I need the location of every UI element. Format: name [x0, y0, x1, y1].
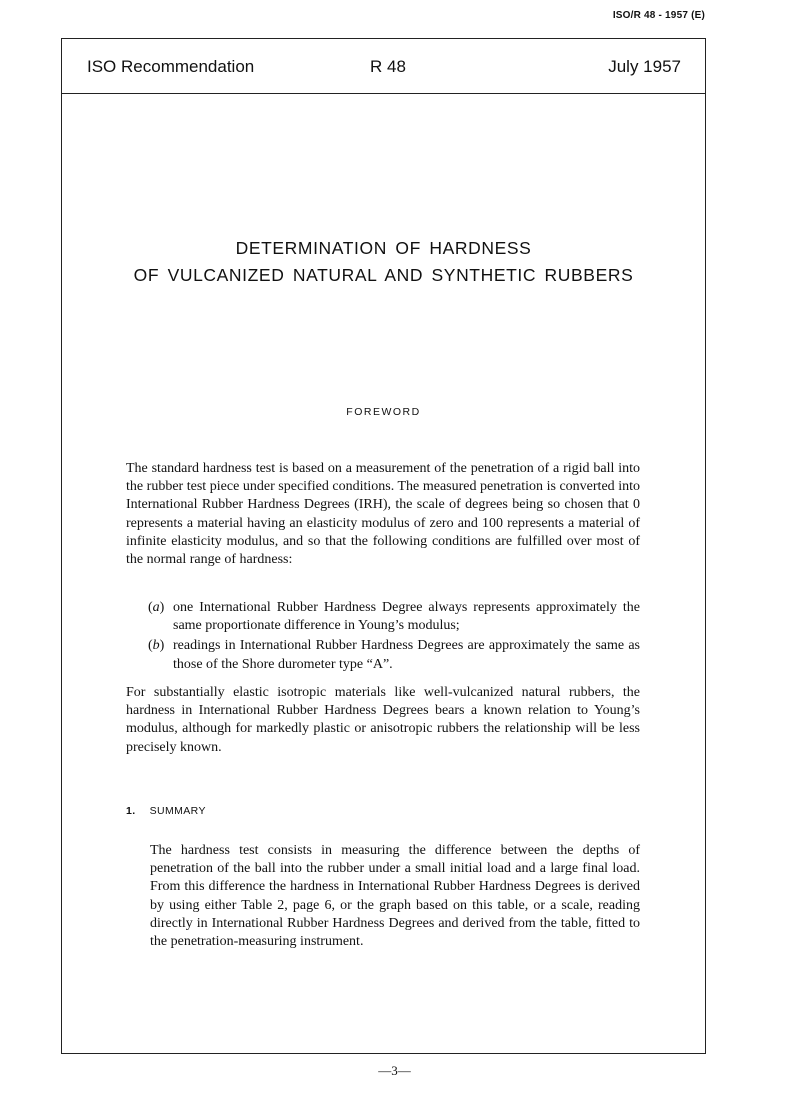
list-marker: (b)	[148, 638, 165, 654]
title-line-1: DETERMINATION OF HARDNESS	[235, 238, 532, 258]
summary-paragraph: The hardness test consists in measuring the difference between the depths of penetration of the ball into the rubber under a small initial load and a large final load. From this difference the hardness in International Rubber Hardness Degrees is derived by using either Table 2, page 6, or the graph based on this table, or a scale, reading directly in International Rubber Hardness Degrees and derived from the table, fitted to the penetration-measuring instrument.	[150, 843, 640, 950]
list-marker: (a)	[148, 600, 165, 615]
document-title	[62, 235, 705, 289]
header-date: July 1957	[608, 57, 681, 76]
section-number: 1.	[126, 805, 136, 817]
document-code: ISO/R 48 - 1957 (E)	[612, 10, 705, 21]
list-item	[148, 599, 640, 635]
list-item-text: one International Rubber Hardness Degree always represents approximately the same proportionate difference in Young’s modulus;	[173, 600, 640, 634]
title-line-2: OF VULCANIZED NATURAL AND SYNTHETIC RUBBERS	[133, 265, 634, 285]
foreword-heading: FOREWORD	[346, 406, 421, 418]
header-row	[62, 39, 705, 94]
section-title: SUMMARY	[149, 805, 206, 817]
header-recommendation-number: R 48	[370, 57, 406, 76]
list-item	[148, 637, 640, 673]
page-number: —3—	[378, 1063, 411, 1078]
foreword-intro-paragraph: The standard hardness test is based on a measurement of the penetration of a rigid ball into the rubber test piece under specified conditions. The measured penetration is converted into International Rubber Hardness Degrees (IRH), the scale of degrees being so chosen that 0 represents a material having an elasticity modulus of zero and 100 represents a material of infinite elasticity modulus, and so that the following conditions are fulfilled over most of the normal range of hardness:	[126, 461, 640, 568]
page-frame	[61, 38, 706, 1054]
summary-heading	[126, 805, 206, 817]
header-series: ISO Recommendation	[87, 57, 255, 76]
conditions-list	[148, 599, 640, 676]
list-item-text: readings in International Rubber Hardness Degrees are approximately the same as those of the Shore durometer type “A”.	[173, 638, 640, 672]
foreword-closing-paragraph: For substantially elastic isotropic materials like well-vulcanized natural rubbers, the hardness in International Rubber Hardness Degrees bears a known relation to Young’s modulus, although for markedly plastic or anisotropic rubbers the relationship will be less precisely known.	[126, 685, 640, 755]
